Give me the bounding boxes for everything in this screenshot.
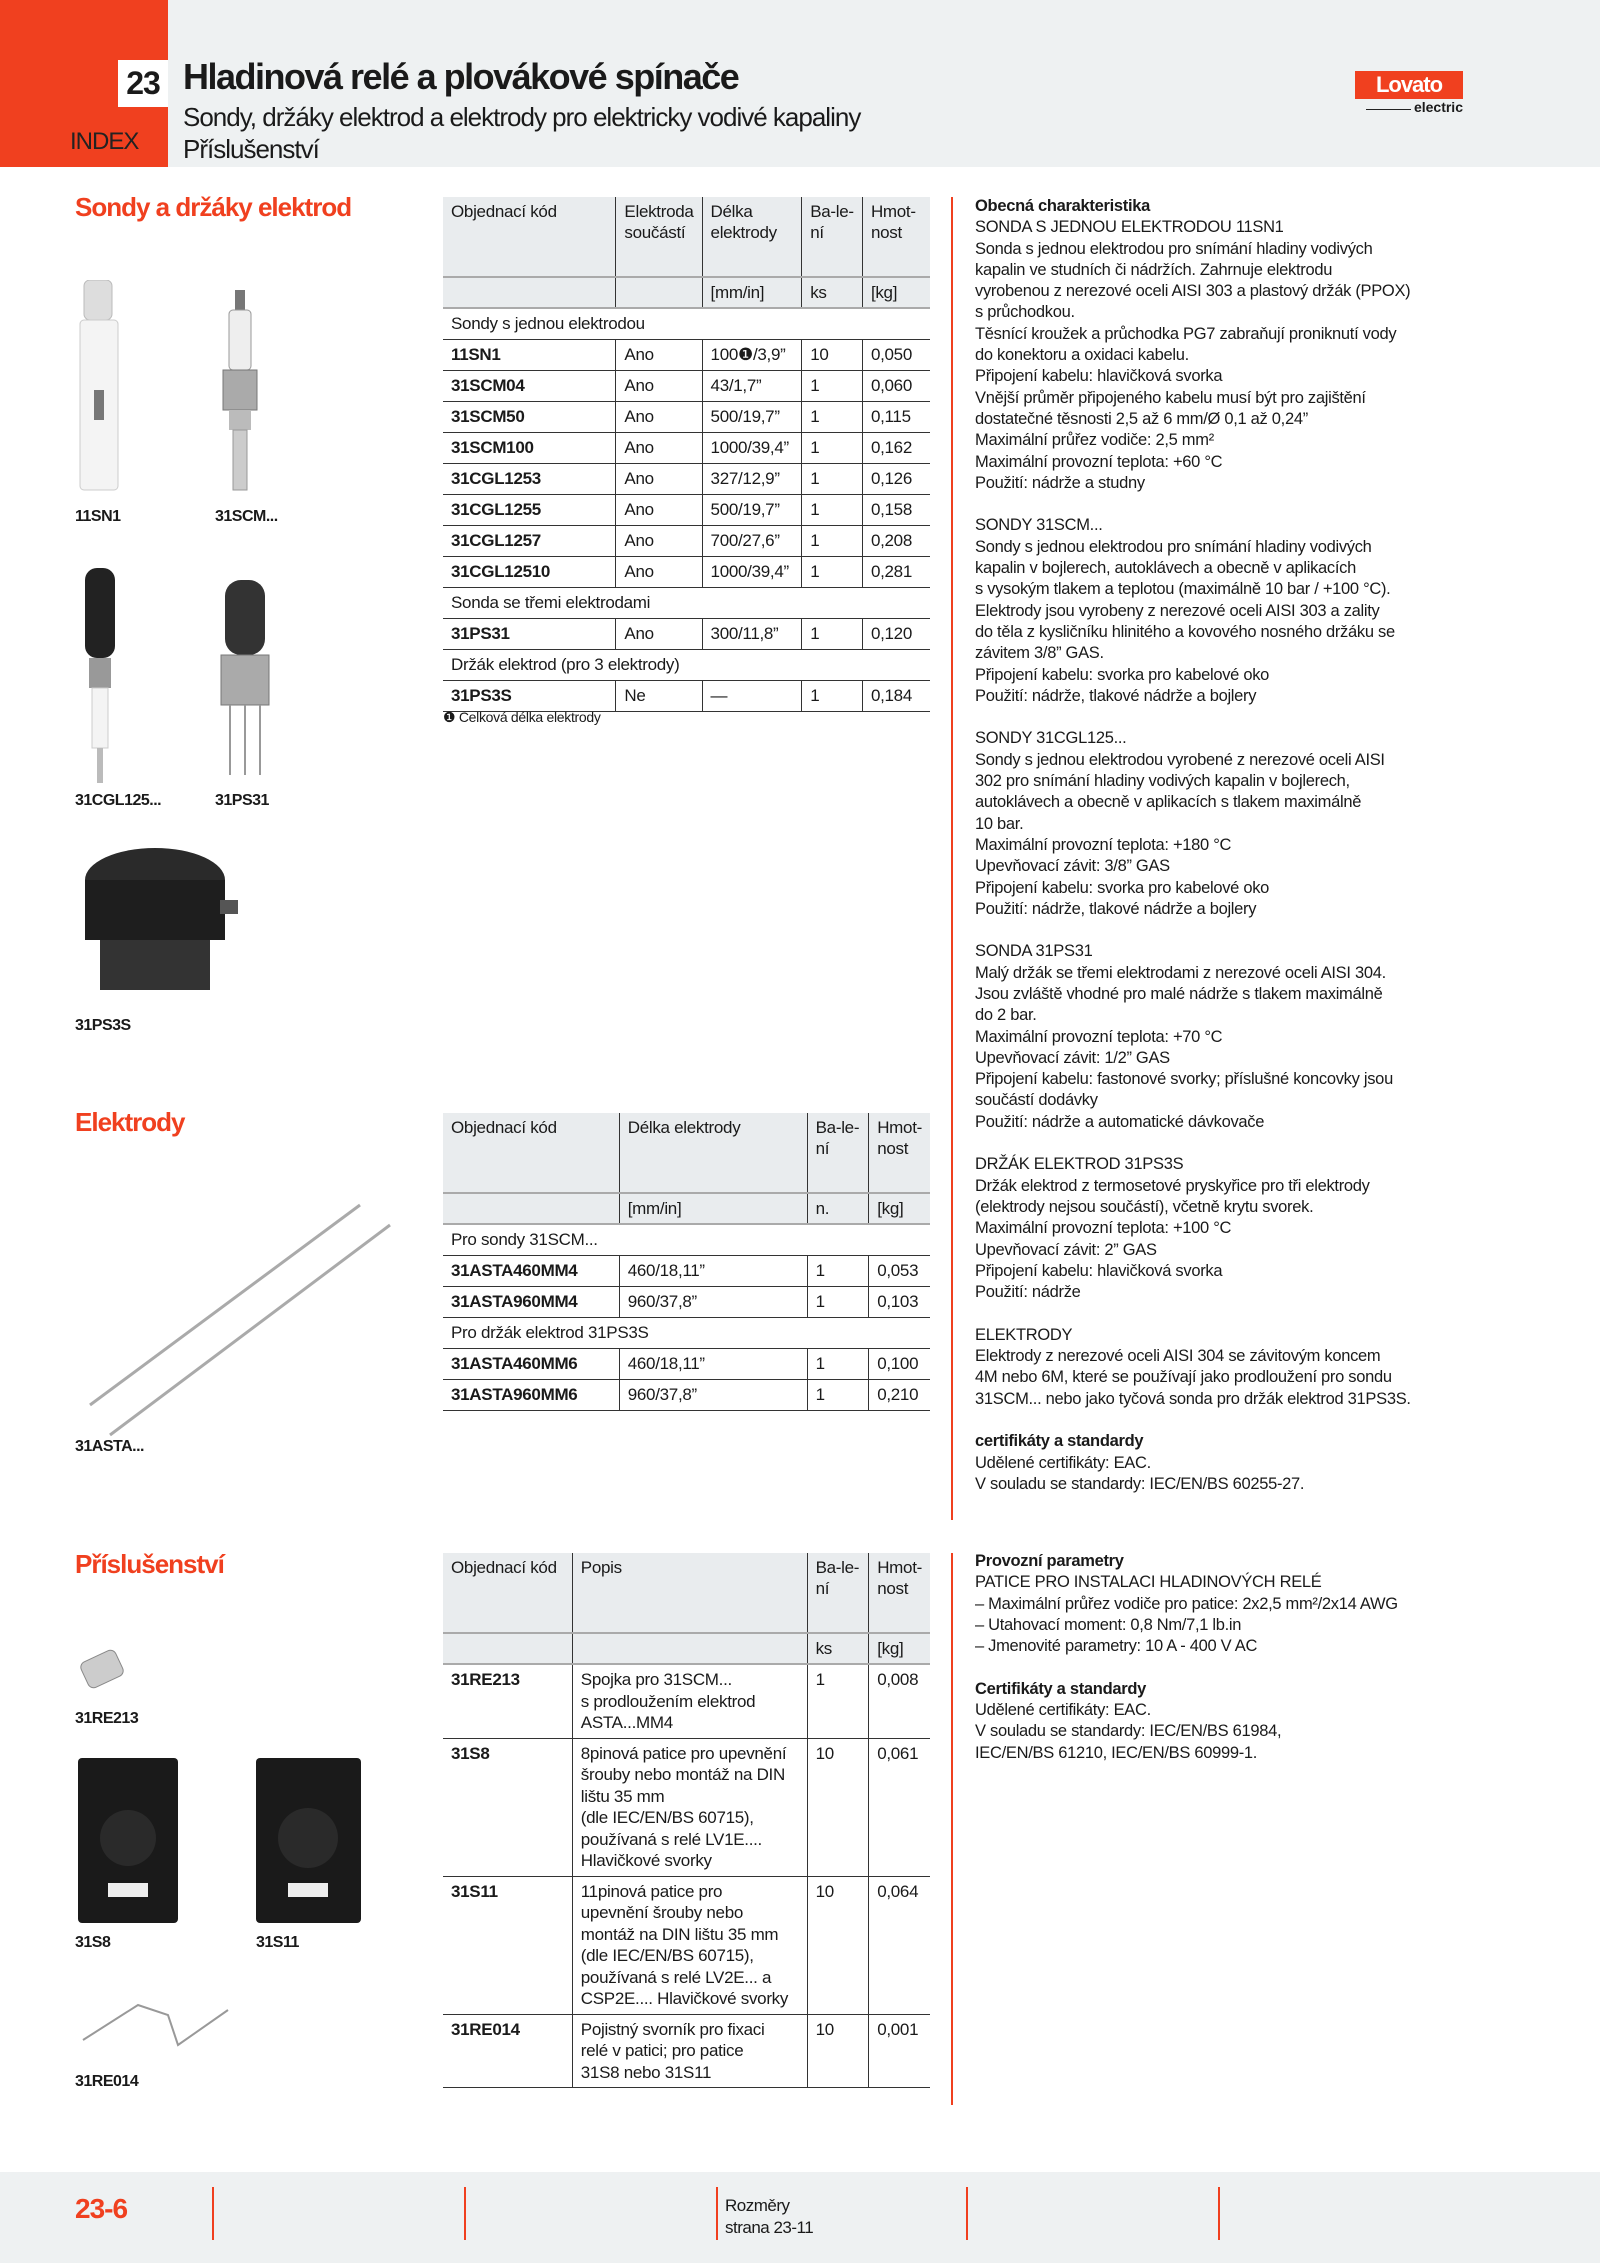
clip-31re014-image <box>78 1985 238 2060</box>
column-header: Ba-le-ní <box>802 197 863 277</box>
cell: Ano <box>616 340 702 371</box>
text-line: do 2 bar. <box>975 1006 1037 1025</box>
cell: 10 <box>807 1738 869 1876</box>
lovato-logo: Lovato <box>1355 71 1463 99</box>
table-footnote: ❶ Celková délka elektrody <box>443 709 601 725</box>
cell: 1 <box>802 464 863 495</box>
footer-divider <box>464 2187 466 2240</box>
block-heading: Obecná charakteristika <box>975 197 1150 215</box>
table-units-row <box>443 1193 930 1224</box>
cell: 960/37,8” <box>619 1287 807 1318</box>
cell: Ano <box>616 557 702 588</box>
table-header-row <box>443 197 930 277</box>
column-header: Objednací kód <box>443 197 616 277</box>
text-block <box>975 196 1475 494</box>
cell: 1 <box>807 1349 869 1380</box>
text-line: Upevňovací závit: 2” GAS <box>975 1240 1157 1259</box>
probe-31scm-image <box>215 290 265 500</box>
operating-parameters <box>975 1551 1475 1785</box>
order-code: 31RE014 <box>443 2014 572 2088</box>
chapter-number: 23 <box>118 60 168 107</box>
holder-31ps3s-image <box>80 840 240 1000</box>
column-header: Elektroda součástí <box>616 197 702 277</box>
caption-31re213: 31RE213 <box>75 1710 139 1727</box>
cell: 1 <box>802 371 863 402</box>
text-line: Maximální provozní teplota: +70 °C <box>975 1027 1223 1046</box>
cell: 1 <box>807 1256 869 1287</box>
table-row <box>443 1380 930 1411</box>
coupler-31re213-image <box>78 1640 128 1700</box>
cell: Ne <box>616 681 702 712</box>
bullet-item: – Maximální průřez vodiče pro patice: 2x2,5 mm²/2x14 AWG <box>975 1594 1398 1613</box>
text-line: SONDA 31PS31 <box>975 942 1093 961</box>
cell: 0,061 <box>869 1738 930 1876</box>
order-code: 31S8 <box>443 1738 572 1876</box>
cell: 500/19,7” <box>702 402 802 433</box>
cell: 0,008 <box>869 1664 930 1738</box>
unit-header: [kg] <box>869 1193 930 1224</box>
cell: 0,126 <box>862 464 930 495</box>
probe-31cgl-image <box>75 568 125 783</box>
text-line: PATICE PRO INSTALACI HLADINOVÝCH RELÉ <box>975 1573 1322 1592</box>
block-heading: certifikáty a standardy <box>975 1432 1144 1451</box>
table-row <box>443 1256 930 1287</box>
unit-header: n. <box>807 1193 869 1224</box>
caption-31ps31: 31PS31 <box>215 792 269 809</box>
section-title-probes: Sondy a držáky elektrod <box>75 192 352 222</box>
text-line: Jsou zvláště vhodné pro malé nádrže s tlakem maximálně <box>975 984 1383 1003</box>
table-group-row <box>443 650 930 681</box>
column-header: Popis <box>572 1553 807 1633</box>
cell: 0,162 <box>862 433 930 464</box>
text-line: Elektrody jsou vyrobeny z nerezové oceli AISI 303 a zality <box>975 601 1380 620</box>
text-line: Použití: nádrže <box>975 1283 1081 1302</box>
socket-31s8-image <box>78 1758 183 1926</box>
footer-divider <box>1218 2187 1220 2240</box>
text-line: Vnější průměr připojeného kabelu musí být pro zajištění <box>975 388 1366 407</box>
table-row <box>443 681 930 712</box>
cell: Spojka pro 31SCM... s prodloužením elektrod ASTA...MM4 <box>572 1664 807 1738</box>
order-code: 31CGL1253 <box>443 464 616 495</box>
text-line: 4M nebo 6M, které se používají jako prodloužení pro sondu <box>975 1368 1392 1387</box>
cell: 0,115 <box>862 402 930 433</box>
unit-header <box>443 1193 619 1224</box>
cell: Ano <box>616 433 702 464</box>
unit-header <box>616 277 702 308</box>
unit-header <box>443 277 616 308</box>
order-code: 31ASTA960MM4 <box>443 1287 619 1318</box>
table-row <box>443 340 930 371</box>
cell: 43/1,7” <box>702 371 802 402</box>
order-code: 31ASTA460MM4 <box>443 1256 619 1287</box>
general-characteristics <box>975 196 1475 1516</box>
order-code: 31ASTA960MM6 <box>443 1380 619 1411</box>
electrodes-table <box>443 1113 930 1411</box>
unit-header: [mm/in] <box>702 277 802 308</box>
column-header: Objednací kód <box>443 1113 619 1193</box>
probe-31ps31-image <box>215 580 275 780</box>
text-line: Sondy s jednou elektrodou vyrobené z nerezové oceli AISI <box>975 750 1385 769</box>
text-line: Maximální provozní teplota: +180 °C <box>975 835 1232 854</box>
cell: 460/18,11” <box>619 1349 807 1380</box>
text-line: SONDY 31CGL125... <box>975 729 1127 748</box>
accessories-table <box>443 1553 930 2088</box>
text-line: Elektrody z nerezové oceli AISI 304 se závitovým koncem <box>975 1347 1381 1366</box>
unit-header: [kg] <box>869 1633 930 1664</box>
table-units-row <box>443 277 930 308</box>
cell: 0,053 <box>869 1256 930 1287</box>
table-units-row <box>443 1633 930 1664</box>
cell: 0,100 <box>869 1349 930 1380</box>
cell: 0,064 <box>869 1876 930 2014</box>
cell: 0,158 <box>862 495 930 526</box>
cell: Ano <box>616 619 702 650</box>
cell: 960/37,8” <box>619 1380 807 1411</box>
text-line: Maximální průřez vodiče: 2,5 mm² <box>975 431 1214 450</box>
cell: 0,120 <box>862 619 930 650</box>
table-row <box>443 619 930 650</box>
order-code: 31SCM100 <box>443 433 616 464</box>
text-line: Použití: nádrže a automatické dávkovače <box>975 1112 1265 1131</box>
text-line: SONDY 31SCM... <box>975 516 1103 535</box>
caption-31cgl: 31CGL125... <box>75 792 162 809</box>
order-code: 31RE213 <box>443 1664 572 1738</box>
cell: 1 <box>802 619 863 650</box>
table-row <box>443 1664 930 1738</box>
text-line: (elektrody nejsou součástí), včetně krytu svorek. <box>975 1197 1314 1216</box>
cell: 0,060 <box>862 371 930 402</box>
cell: 700/27,6” <box>702 526 802 557</box>
text-line: do těla z kysličníku hlinitého a kovového nosného držáku se <box>975 622 1395 641</box>
text-line: do konektoru a oxidaci kabelu. <box>975 346 1189 365</box>
order-code: 11SN1 <box>443 340 616 371</box>
text-line: Upevňovací závit: 1/2” GAS <box>975 1048 1170 1067</box>
cell: 1 <box>802 526 863 557</box>
block-heading: Certifikáty a standardy <box>975 1679 1146 1698</box>
table-row <box>443 557 930 588</box>
page-subtitle: Sondy, držáky elektrod a elektrody pro elektricky vodivé kapaliny <box>183 102 861 132</box>
order-code: 31PS31 <box>443 619 616 650</box>
order-code: 31PS3S <box>443 681 616 712</box>
cell: Ano <box>616 402 702 433</box>
text-line: Maximální provozní teplota: +100 °C <box>975 1219 1232 1238</box>
text-line: Připojení kabelu: svorka pro kabelové oko <box>975 878 1270 897</box>
section-title-accessories: Příslušenství <box>75 1549 224 1579</box>
cell: 327/12,9” <box>702 464 802 495</box>
table-row <box>443 526 930 557</box>
column-header: Délka elektrody <box>702 197 802 277</box>
text-block <box>975 941 1475 1133</box>
bullet-item: – Utahovací moment: 0,8 Nm/7,1 lb.in <box>975 1615 1242 1634</box>
table-row <box>443 464 930 495</box>
group-label: Pro držák elektrod 31PS3S <box>443 1318 930 1349</box>
text-line: vyrobenou z nerezové oceli AISI 303 a plastový držák (PPOX) <box>975 282 1411 301</box>
text-line: součástí dodávky <box>975 1091 1098 1110</box>
text-line: Použití: nádrže, tlakové nádrže a bojlery <box>975 899 1257 918</box>
order-code: 31S11 <box>443 1876 572 2014</box>
logo-subtext <box>1355 99 1463 115</box>
column-header: Ba-le-ní <box>807 1553 869 1633</box>
electrodes-31asta-image <box>80 1200 400 1440</box>
table-row <box>443 2014 930 2088</box>
cell: Ano <box>616 526 702 557</box>
unit-header <box>572 1633 807 1664</box>
text-line: s vysokým tlakem a teplotou (maximálně 10 bar / +100 °C). <box>975 580 1391 599</box>
text-line: autoklávech a obecně v aplikacích s tlakem maximálně <box>975 793 1362 812</box>
text-line: V souladu se standardy: IEC/EN/BS 60255-27. <box>975 1474 1305 1493</box>
text-line: 302 pro snímání hladiny vodivých kapalin v bojlerech, <box>975 772 1350 791</box>
text-line: Upevňovací závit: 3/8” GAS <box>975 857 1170 876</box>
text-line: Připojení kabelu: fastonové svorky; příslušné koncovky jsou <box>975 1070 1393 1089</box>
group-label: Pro sondy 31SCM... <box>443 1224 930 1256</box>
group-label: Držák elektrod (pro 3 elektrody) <box>443 650 930 681</box>
text-line: Udělené certifikáty: EAC. <box>975 1453 1151 1472</box>
table-row <box>443 402 930 433</box>
index-link[interactable]: INDEX <box>70 128 139 155</box>
block-heading: Provozní parametry <box>975 1552 1124 1570</box>
order-code: 31ASTA460MM6 <box>443 1349 619 1380</box>
text-block <box>975 1325 1475 1410</box>
text-block <box>975 1551 1475 1657</box>
text-block <box>975 515 1475 707</box>
cell: 1 <box>802 433 863 464</box>
page-number: 23-6 <box>75 2193 128 2224</box>
cell: 1 <box>807 1380 869 1411</box>
text-block <box>975 1679 1475 1764</box>
column-divider <box>951 197 953 1520</box>
cell: 1 <box>802 402 863 433</box>
caption-11sn1: 11SN1 <box>75 508 121 525</box>
order-code: 31CGL12510 <box>443 557 616 588</box>
text-line: Použití: nádrže a studny <box>975 473 1145 492</box>
dimensions-link[interactable] <box>725 2195 813 2239</box>
cell: 11pinová patice pro upevnění šrouby nebo montáž na DIN lištu 35 mm (dle IEC/EN/BS 60715), používaná s relé LV2E... a CSP2E.... Hlavičkové svorky <box>572 1876 807 2014</box>
text-line: Použití: nádrže, tlakové nádrže a bojlery <box>975 686 1257 705</box>
text-line: závitem 3/8” GAS. <box>975 644 1104 663</box>
cell: 1 <box>807 1287 869 1318</box>
text-block <box>975 1154 1475 1303</box>
footer-divider <box>716 2187 718 2240</box>
caption-31s8: 31S8 <box>75 1934 111 1951</box>
table-header-row <box>443 1553 930 1633</box>
table-group-row <box>443 308 930 340</box>
text-line: 31SCM... nebo jako tyčová sonda pro držák elektrod 31PS3S. <box>975 1389 1411 1408</box>
dimensions-page: strana 23-11 <box>725 2218 814 2237</box>
table-row <box>443 433 930 464</box>
cell: 1000/39,4” <box>702 557 802 588</box>
caption-31re014: 31RE014 <box>75 2073 139 2090</box>
order-code: 31SCM04 <box>443 371 616 402</box>
column-header: Hmot-nost <box>869 1113 930 1193</box>
order-code: 31CGL1255 <box>443 495 616 526</box>
table-group-row <box>443 1224 930 1256</box>
footer-divider <box>212 2187 214 2240</box>
text-line: kapalin ve studních či nádržích. Zahrnuje elektrodu <box>975 260 1333 279</box>
text-line: Držák elektrod z termosetové pryskyřice pro tři elektrody <box>975 1176 1370 1195</box>
cell: — <box>702 681 802 712</box>
text-line: kapalin v bojlerech, autoklávech a obecně v aplikacích <box>975 559 1356 578</box>
caption-31scm: 31SCM... <box>215 508 278 525</box>
order-code: 31CGL1257 <box>443 526 616 557</box>
text-line: Těsnící kroužek a průchodka PG7 zabraňují proniknutí vody <box>975 324 1397 343</box>
cell: 0,103 <box>869 1287 930 1318</box>
cell: 460/18,11” <box>619 1256 807 1287</box>
socket-31s11-image <box>256 1758 366 1926</box>
table-header-row <box>443 1113 930 1193</box>
text-line: Připojení kabelu: hlavičková svorka <box>975 1261 1223 1280</box>
probes-table <box>443 197 930 712</box>
text-line: V souladu se standardy: IEC/EN/BS 61984, <box>975 1722 1282 1741</box>
cell: 1 <box>802 557 863 588</box>
bullet-item: – Jmenovité parametry: 10 A - 400 V AC <box>975 1637 1258 1656</box>
cell: Pojistný svorník pro fixaci relé v patici; pro patice 31S8 nebo 31S11 <box>572 2014 807 2088</box>
cell: 0,208 <box>862 526 930 557</box>
page-subtitle-2: Příslušenství <box>183 134 319 164</box>
cell: 8pinová patice pro upevnění šrouby nebo montáž na DIN lištu 35 mm (dle IEC/EN/BS 60715), používaná s relé LV1E.... Hlavičkové svorky <box>572 1738 807 1876</box>
table-row <box>443 1349 930 1380</box>
section-title-electrodes: Elektrody <box>75 1107 185 1137</box>
footer-divider <box>966 2187 968 2240</box>
group-label: Sondy s jednou elektrodou <box>443 308 930 340</box>
cell: 1000/39,4” <box>702 433 802 464</box>
cell: 10 <box>807 1876 869 2014</box>
text-line: SONDA S JEDNOU ELEKTRODOU 11SN1 <box>975 218 1284 237</box>
text-line: IEC/EN/BS 61210, IEC/EN/BS 60999-1. <box>975 1743 1258 1762</box>
dimensions-label: Rozměry <box>725 2196 790 2215</box>
table-row <box>443 1738 930 1876</box>
column-header: Objednací kód <box>443 1553 572 1633</box>
group-label: Sonda se třemi elektrodami <box>443 588 930 619</box>
table-row <box>443 1287 930 1318</box>
cell: Ano <box>616 371 702 402</box>
text-line: dostatečné těsnosti 2,5 až 6 mm/Ø 0,1 až 0,24” <box>975 409 1308 428</box>
page-title: Hladinová relé a plovákové spínače <box>183 56 739 97</box>
unit-header: [mm/in] <box>619 1193 807 1224</box>
text-line: DRŽÁK ELEKTROD 31PS3S <box>975 1155 1184 1174</box>
cell: 300/11,8” <box>702 619 802 650</box>
cell: 10 <box>807 2014 869 2088</box>
text-block <box>975 1431 1475 1495</box>
cell: 1 <box>802 495 863 526</box>
cell: 0,281 <box>862 557 930 588</box>
table-row <box>443 495 930 526</box>
text-line: Připojení kabelu: svorka pro kabelové oko <box>975 665 1270 684</box>
text-line: Udělené certifikáty: EAC. <box>975 1701 1151 1720</box>
unit-header: [kg] <box>862 277 930 308</box>
table-row <box>443 371 930 402</box>
text-line: s průchodkou. <box>975 303 1075 322</box>
cell: 1 <box>802 681 863 712</box>
cell: Ano <box>616 495 702 526</box>
table-row <box>443 1876 930 2014</box>
order-code: 31SCM50 <box>443 402 616 433</box>
caption-31s11: 31S11 <box>256 1934 299 1951</box>
text-line: Sondy s jednou elektrodou pro snímání hladiny vodivých <box>975 537 1372 556</box>
cell: 10 <box>802 340 863 371</box>
logo-electric: electric <box>1413 99 1463 115</box>
cell: 500/19,7” <box>702 495 802 526</box>
column-header: Hmot-nost <box>869 1553 930 1633</box>
text-line: 10 bar. <box>975 814 1024 833</box>
cell: 0,184 <box>862 681 930 712</box>
table-group-row <box>443 588 930 619</box>
column-header: Ba-le-ní <box>807 1113 869 1193</box>
caption-31ps3s: 31PS3S <box>75 1017 131 1034</box>
cell: 0,001 <box>869 2014 930 2088</box>
cell: Ano <box>616 464 702 495</box>
text-line: Maximální provozní teplota: +60 °C <box>975 452 1223 471</box>
text-line: ELEKTRODY <box>975 1325 1073 1344</box>
text-block <box>975 728 1475 920</box>
unit-header <box>443 1633 572 1664</box>
cell: 100❶/3,9” <box>702 340 802 371</box>
column-header: Délka elektrody <box>619 1113 807 1193</box>
column-divider <box>951 1553 953 2105</box>
unit-header: ks <box>807 1633 869 1664</box>
probe-11sn1-image <box>70 280 130 500</box>
caption-31asta: 31ASTA... <box>75 1438 144 1455</box>
text-line: Připojení kabelu: hlavičková svorka <box>975 367 1223 386</box>
cell: 1 <box>807 1664 869 1738</box>
column-header: Hmot-nost <box>862 197 930 277</box>
unit-header: ks <box>802 277 863 308</box>
cell: 0,050 <box>862 340 930 371</box>
text-line: Sonda s jednou elektrodou pro snímání hladiny vodivých <box>975 239 1373 258</box>
table-group-row <box>443 1318 930 1349</box>
cell: 0,210 <box>869 1380 930 1411</box>
text-line: Malý držák se třemi elektrodami z nerezové oceli AISI 304. <box>975 963 1386 982</box>
